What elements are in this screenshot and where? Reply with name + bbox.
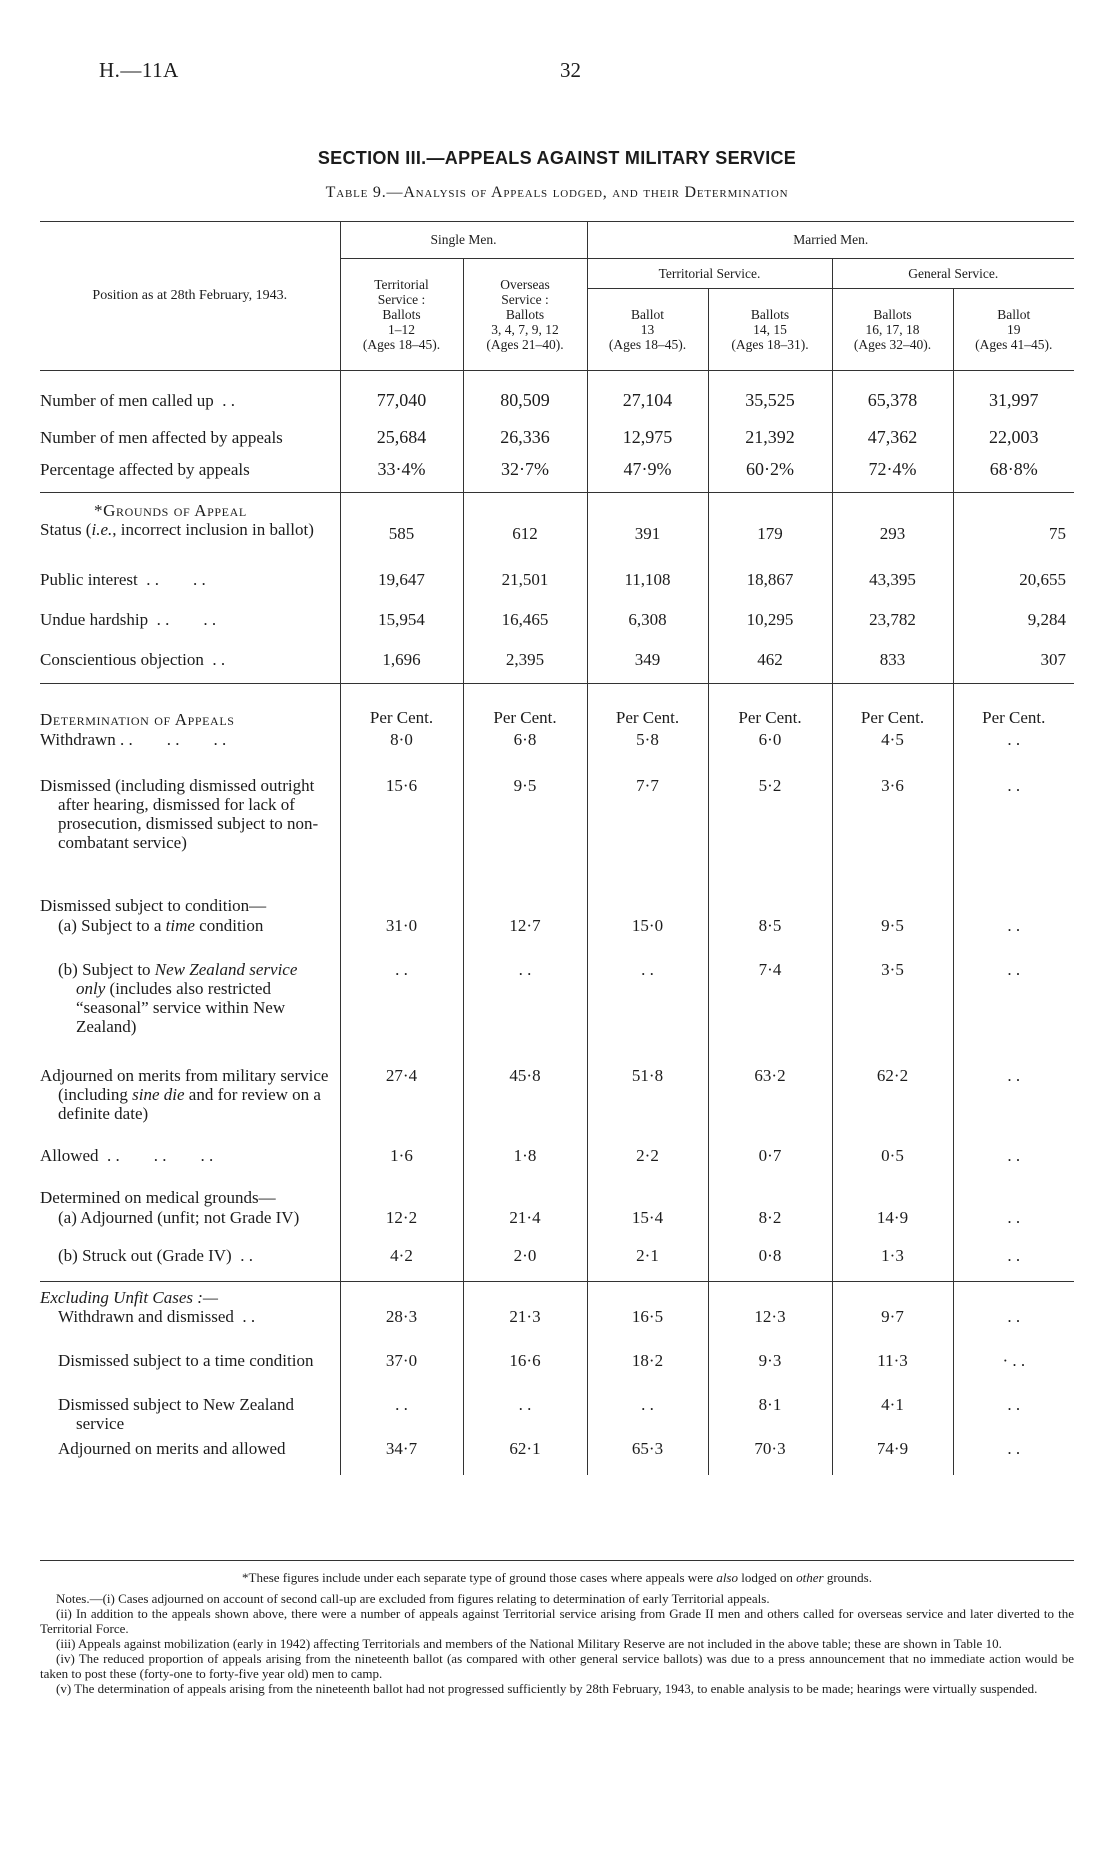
col-ballot-19-header: Ballot 19 (Ages 41–45). xyxy=(953,288,1074,370)
cell-value: 0·8 xyxy=(708,1246,832,1282)
cell-value: · . . xyxy=(953,1351,1074,1395)
cell-value: 68·8% xyxy=(953,454,1074,492)
cell-value: 4·1 xyxy=(832,1395,953,1439)
cell-value: 1·6 xyxy=(340,1146,463,1188)
cell-value: 25,684 xyxy=(340,416,463,454)
row-label: Allowed . . . . . . xyxy=(40,1145,214,1165)
cell-value: 1,696 xyxy=(340,650,463,684)
cell-value: . . xyxy=(953,1208,1074,1246)
table-row xyxy=(40,1066,1074,1146)
cell-value: . . xyxy=(953,1439,1074,1475)
row-label: Withdrawn and dismissed . . xyxy=(58,1307,256,1326)
row-label: Dismissed (including dismissed outright after hearing, dismissed for lack of prosecution, dismissed subject to non-combatant service) xyxy=(40,775,319,852)
cell-value: 16·5 xyxy=(587,1307,708,1351)
cell-value: 21·3 xyxy=(463,1307,587,1351)
cell-value: 65,378 xyxy=(832,370,953,416)
cell-value: . . xyxy=(953,776,1074,896)
cell-value: 21·4 xyxy=(463,1208,587,1246)
cell-value: . . xyxy=(463,1395,587,1439)
cell-value: 15·6 xyxy=(340,776,463,896)
row-label: Undue hardship . . . . xyxy=(40,609,217,629)
page-header-reference: H.—11A xyxy=(99,58,179,82)
cell-value: 35,525 xyxy=(708,370,832,416)
cell-value: 8·1 xyxy=(708,1395,832,1439)
cell-value: 21,501 xyxy=(463,570,587,610)
cell-value: 2·2 xyxy=(587,1146,708,1188)
cell-value: 43,395 xyxy=(832,570,953,610)
married-men-header: Married Men. xyxy=(587,222,1074,258)
cell-value: 14·9 xyxy=(832,1208,953,1246)
table-bottom-rule xyxy=(40,1560,1074,1561)
cell-value: 307 xyxy=(953,650,1074,684)
cell-value: 27·4 xyxy=(340,1066,463,1146)
cell-value: 9,284 xyxy=(953,610,1074,650)
per-cent-label: Per Cent. xyxy=(463,684,587,730)
table-row xyxy=(40,370,1074,416)
cell-value: 2·0 xyxy=(463,1246,587,1282)
row-label: (a) Subject to a time condition xyxy=(58,915,264,935)
table-row xyxy=(40,416,1074,454)
cell-value: 47,362 xyxy=(832,416,953,454)
cell-value: 293 xyxy=(832,520,953,570)
cell-value: 20,655 xyxy=(953,570,1074,610)
position-header: Position as at 28th February, 1943. xyxy=(40,222,340,370)
cell-value: . . xyxy=(587,1395,708,1439)
cell-value: 15·0 xyxy=(587,916,708,960)
cell-value: 12·3 xyxy=(708,1307,832,1351)
cell-value: . . xyxy=(953,1307,1074,1351)
cell-value: 23,782 xyxy=(832,610,953,650)
table-row xyxy=(40,570,1074,610)
excluding-heading: Excluding Unfit Cases :— xyxy=(40,1288,219,1307)
cell-value: 2,395 xyxy=(463,650,587,684)
cell-value: 0·7 xyxy=(708,1146,832,1188)
table-row xyxy=(40,520,1074,570)
cell-value: 0·5 xyxy=(832,1146,953,1188)
col-ballot-13-header: Ballot 13 (Ages 18–45). xyxy=(587,288,708,370)
table-row xyxy=(40,1282,1074,1308)
cell-value: 391 xyxy=(587,520,708,570)
cell-value: 47·9% xyxy=(587,454,708,492)
cell-value: . . xyxy=(463,960,587,1066)
cell-value: 28·3 xyxy=(340,1307,463,1351)
cell-value: 11·3 xyxy=(832,1351,953,1395)
table-row xyxy=(40,896,1074,916)
table-row xyxy=(40,960,1074,1066)
cell-value: 65·3 xyxy=(587,1439,708,1475)
cell-value: . . xyxy=(587,960,708,1066)
cell-value: 8·2 xyxy=(708,1208,832,1246)
table-row xyxy=(40,776,1074,896)
cell-value: 62·2 xyxy=(832,1066,953,1146)
row-label: Number of men affected by appeals xyxy=(40,428,283,447)
row-label: Dismissed subject to a time condition xyxy=(58,1351,314,1370)
cell-value: 4·2 xyxy=(340,1246,463,1282)
cell-value: 34·7 xyxy=(340,1439,463,1475)
cell-value: 462 xyxy=(708,650,832,684)
cell-value: 7·7 xyxy=(587,776,708,896)
col-ballots-14-15-header: Ballots 14, 15 (Ages 18–31). xyxy=(708,288,832,370)
cell-value: 10,295 xyxy=(708,610,832,650)
table-title: Table 9.—Analysis of Appeals lodged, and their Determination xyxy=(325,184,789,201)
cell-value: 833 xyxy=(832,650,953,684)
cell-value: 6·8 xyxy=(463,730,587,776)
table-row xyxy=(40,492,1074,520)
table-row xyxy=(40,916,1074,960)
determination-heading: Determination of Appeals xyxy=(40,710,235,729)
cell-value: 16,465 xyxy=(463,610,587,650)
cell-value: . . xyxy=(953,1395,1074,1439)
col-ballots-16-18-header: Ballots 16, 17, 18 (Ages 32–40). xyxy=(832,288,953,370)
table-header xyxy=(40,222,1074,370)
col-overseas-service-header: Overseas Service : Ballots 3, 4, 7, 9, 12 (Ages 21–40). xyxy=(463,258,587,370)
table-row xyxy=(40,1395,1074,1439)
cell-value: . . xyxy=(953,1066,1074,1146)
cell-value: 612 xyxy=(463,520,587,570)
cell-value: . . xyxy=(953,960,1074,1066)
table-body xyxy=(40,370,1074,1475)
per-cent-label: Per Cent. xyxy=(587,684,708,730)
note-1: Notes.—(i) Cases adjourned on account of second call-up are excluded from figures relating to determination of early Territorial appeals. xyxy=(56,1591,770,1606)
cell-value: 26,336 xyxy=(463,416,587,454)
table-row xyxy=(40,1307,1074,1351)
single-men-header: Single Men. xyxy=(340,222,587,258)
cell-value: 12·7 xyxy=(463,916,587,960)
per-cent-label: Per Cent. xyxy=(832,684,953,730)
cell-value: 3·6 xyxy=(832,776,953,896)
cell-value: 9·7 xyxy=(832,1307,953,1351)
table-row xyxy=(40,1439,1074,1475)
table-row xyxy=(40,610,1074,650)
cell-value: 32·7% xyxy=(463,454,587,492)
section-title: SECTION III.—APPEALS AGAINST MILITARY SERVICE xyxy=(317,148,797,168)
table-row xyxy=(40,1351,1074,1395)
cell-value: 585 xyxy=(340,520,463,570)
note-3: (iii) Appeals against mobilization (early in 1942) affecting Territorials and members of the National Military Reserve are not included in the above table; these are shown in Table 10. xyxy=(56,1636,1002,1651)
cell-value: 27,104 xyxy=(587,370,708,416)
cell-value: 37·0 xyxy=(340,1351,463,1395)
row-label: Percentage affected by appeals xyxy=(40,454,340,492)
cell-value: 5·2 xyxy=(708,776,832,896)
cell-value: . . xyxy=(953,1246,1074,1282)
cell-value: . . xyxy=(953,730,1074,776)
cell-value: 18·2 xyxy=(587,1351,708,1395)
row-label: Withdrawn . . . . . . xyxy=(40,729,227,749)
cell-value: 9·5 xyxy=(832,916,953,960)
table-row xyxy=(40,1246,1074,1282)
cell-value: 19,647 xyxy=(340,570,463,610)
cell-value: . . xyxy=(953,916,1074,960)
cell-value: 9·3 xyxy=(708,1351,832,1395)
cell-value: 2·1 xyxy=(587,1246,708,1282)
notes-block xyxy=(40,1570,1074,1696)
cell-value: . . xyxy=(953,1146,1074,1188)
cell-value: 8·5 xyxy=(708,916,832,960)
table-row xyxy=(40,650,1074,684)
page-number: 32 xyxy=(560,58,581,82)
cell-value: 9·5 xyxy=(463,776,587,896)
cell-value: 6,308 xyxy=(587,610,708,650)
cell-value: 12,975 xyxy=(587,416,708,454)
note-4: (iv) The reduced proportion of appeals arising from the nineteenth ballot (as compared with other general service ballots) was due to a press announcement that no immediate action would be taken to post these (forty-one to forty-five year old) men to camp. xyxy=(40,1651,1074,1681)
cell-value: 349 xyxy=(587,650,708,684)
row-label: (b) Subject to New Zealand service only (includes also restricted “seasonal” service within New Zealand) xyxy=(58,959,298,1036)
dismissed-condition-heading: Dismissed subject to condition— xyxy=(40,895,267,915)
appeals-table xyxy=(40,222,1074,1475)
cell-value: 15,954 xyxy=(340,610,463,650)
table-row xyxy=(40,1188,1074,1208)
table-row xyxy=(40,730,1074,776)
cell-value: 70·3 xyxy=(708,1439,832,1475)
cell-value: 51·8 xyxy=(587,1066,708,1146)
cell-value: . . xyxy=(340,960,463,1066)
note-5: (v) The determination of appeals arising from the nineteenth ballot had not progressed sufficiently by 28th February, 1943, to enable analysis to be made; hearings were virtually suspended. xyxy=(56,1681,1038,1696)
cell-value: 18,867 xyxy=(708,570,832,610)
cell-value: 1·8 xyxy=(463,1146,587,1188)
table-row xyxy=(40,1208,1074,1246)
cell-value: 15·4 xyxy=(587,1208,708,1246)
per-cent-label: Per Cent. xyxy=(340,684,463,730)
cell-value: 31,997 xyxy=(953,370,1074,416)
note-2: (ii) In addition to the appeals shown above, there were a number of appeals against Territorial service arising from Grade II men and others called for overseas service and later diverted to the Territorial Force. xyxy=(40,1606,1074,1636)
medical-heading: Determined on medical grounds— xyxy=(40,1187,276,1207)
cell-value: 11,108 xyxy=(587,570,708,610)
row-label: Adjourned on merits and allowed xyxy=(58,1439,286,1458)
footnote: *These figures include under each separate type of ground those cases where appeals were also lodged on other grounds. xyxy=(242,1570,872,1585)
cell-value: 45·8 xyxy=(463,1066,587,1146)
cell-value: 60·2% xyxy=(708,454,832,492)
table-row xyxy=(40,684,1074,730)
cell-value: 63·2 xyxy=(708,1066,832,1146)
per-cent-label: Per Cent. xyxy=(708,684,832,730)
cell-value: 16·6 xyxy=(463,1351,587,1395)
row-label: (a) Adjourned (unfit; not Grade IV) xyxy=(58,1207,300,1227)
col-territorial-service-header: Territorial Service : Ballots 1–12 (Ages 18–45). xyxy=(340,258,463,370)
cell-value: 80,509 xyxy=(463,370,587,416)
cell-value: 1·3 xyxy=(832,1246,953,1282)
cell-value: 74·9 xyxy=(832,1439,953,1475)
grounds-heading: *Grounds of Appeal xyxy=(94,500,247,520)
cell-value: 75 xyxy=(953,520,1074,570)
cell-value: 5·8 xyxy=(587,730,708,776)
row-label: Adjourned on merits from military service (including sine die and for review on a definite date) xyxy=(40,1065,329,1123)
row-label: Status (i.e., incorrect inclusion in ballot) xyxy=(40,519,314,539)
cell-value: 12·2 xyxy=(340,1208,463,1246)
row-label: Number of men called up . . xyxy=(40,390,235,410)
cell-value: 7·4 xyxy=(708,960,832,1066)
row-label: Dismissed subject to New Zealand service xyxy=(58,1395,295,1433)
cell-value: 33·4% xyxy=(340,454,463,492)
cell-value: 31·0 xyxy=(340,916,463,960)
cell-value: 8·0 xyxy=(340,730,463,776)
territorial-service-group-header: Territorial Service. xyxy=(587,258,832,288)
table-row xyxy=(40,454,1074,492)
cell-value: 179 xyxy=(708,520,832,570)
row-label: Conscientious objection . . xyxy=(40,650,340,684)
per-cent-label: Per Cent. xyxy=(953,684,1074,730)
general-service-group-header: General Service. xyxy=(832,258,1074,288)
row-label: (b) Struck out (Grade IV) . . xyxy=(40,1246,340,1282)
table-row xyxy=(40,1146,1074,1188)
cell-value: 72·4% xyxy=(832,454,953,492)
cell-value: 62·1 xyxy=(463,1439,587,1475)
cell-value: 4·5 xyxy=(832,730,953,776)
cell-value: 22,003 xyxy=(953,416,1074,454)
cell-value: . . xyxy=(340,1395,463,1439)
cell-value: 21,392 xyxy=(708,416,832,454)
cell-value: 3·5 xyxy=(832,960,953,1066)
cell-value: 77,040 xyxy=(340,370,463,416)
cell-value: 6·0 xyxy=(708,730,832,776)
row-label: Public interest . . . . xyxy=(40,569,206,589)
